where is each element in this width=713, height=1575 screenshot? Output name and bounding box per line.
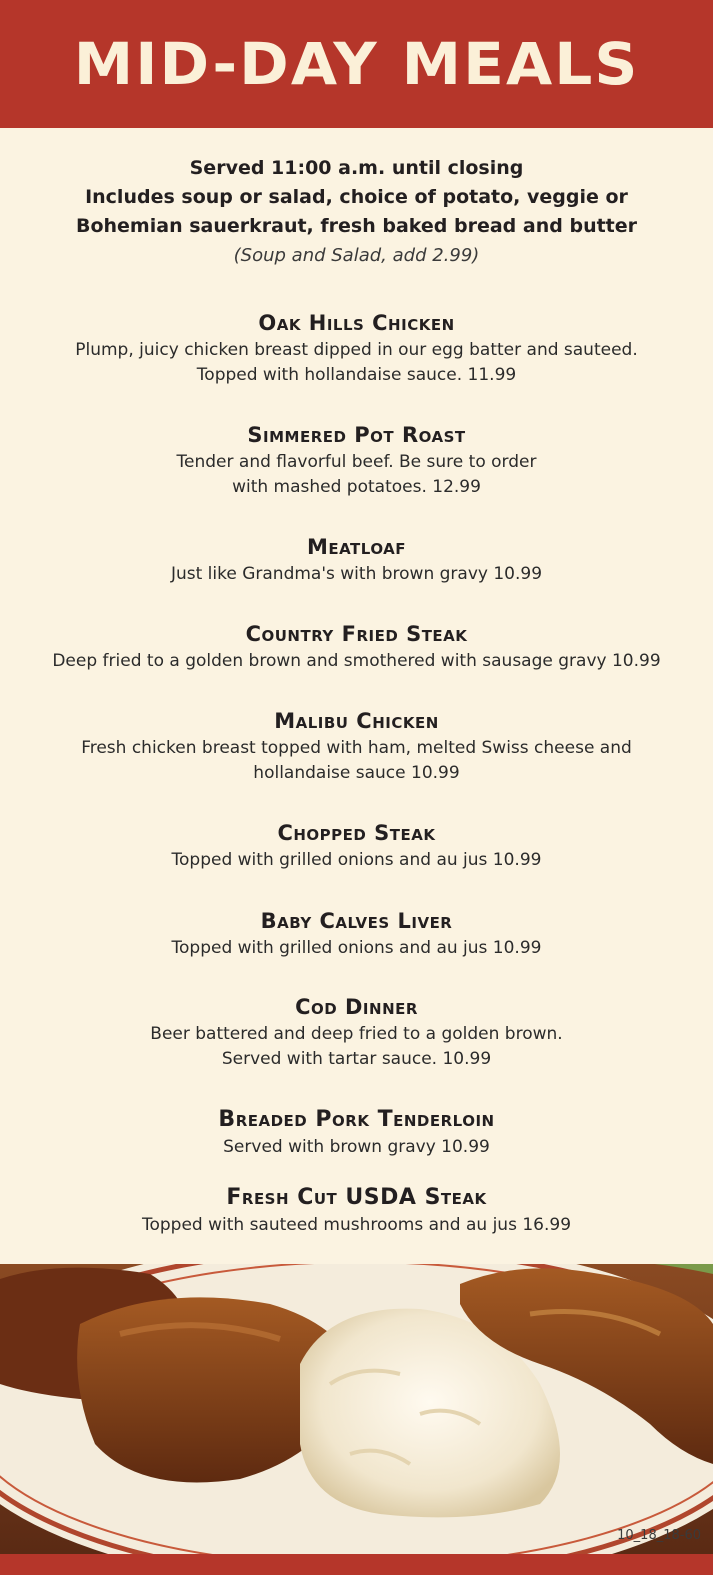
menu-item-name: Malibu Chicken	[274, 709, 439, 733]
menu-item	[0, 706, 713, 786]
menu-item	[0, 532, 713, 587]
menu-item-desc: Fresh chicken breast topped with ham, melted Swiss cheese and	[81, 738, 632, 758]
soup-salad-note: (Soup and Salad, add 2.99)	[233, 245, 480, 266]
menu-item-desc: Served with brown gravy 10.99	[223, 1137, 490, 1157]
menu-item-desc: Topped with grilled onions and au jus 10.99	[171, 850, 542, 870]
header-banner	[0, 0, 713, 128]
menu-item-desc: Plump, juicy chicken breast dipped in our egg batter and sauteed.	[75, 340, 638, 360]
menu-item-desc: with mashed potatoes. 12.99	[232, 477, 481, 497]
food-photo	[0, 1264, 713, 1554]
menu-item-name: Chopped Steak	[277, 821, 436, 845]
menu-item	[0, 818, 713, 873]
menu-item-desc: Topped with sauteed mushrooms and au jus 16.99	[141, 1215, 572, 1235]
menu-item-name: Oak Hills Chicken	[258, 311, 455, 335]
menu-item-desc: hollandaise sauce 10.99	[253, 763, 460, 783]
menu-item	[0, 619, 713, 674]
menu-item-name: Fresh Cut USDA Steak	[226, 1185, 487, 1210]
menu-item-name: Simmered Pot Roast	[247, 423, 466, 447]
menu-item-desc: Topped with hollandaise sauce. 11.99	[196, 365, 517, 385]
intro-block	[0, 154, 713, 271]
menu-item-desc: Served with tartar sauce. 10.99	[221, 1049, 492, 1069]
menu-item-name: Cod Dinner	[295, 995, 418, 1019]
menu-item-name: Baby Calves Liver	[260, 909, 453, 933]
menu-item-name: Breaded Pork Tenderloin	[218, 1107, 495, 1132]
menu-item-desc: Deep fried to a golden brown and smothered with sausage gravy 10.99	[52, 651, 661, 671]
menu-item-desc: Tender and flavorful beef. Be sure to order	[176, 452, 537, 472]
menu-item	[0, 906, 713, 961]
menu-item	[0, 1183, 713, 1238]
menu-item	[0, 420, 713, 500]
menu-item-name: Meatloaf	[306, 535, 407, 559]
menu-item-name: Country Fried Steak	[245, 622, 468, 646]
includes-line-2: Bohemian sauerkraut, fresh baked bread and butter	[75, 215, 638, 237]
menu-code: 10_18_18-60	[617, 1528, 701, 1543]
food-photo-illustration	[0, 1264, 713, 1554]
menu-item	[0, 308, 713, 388]
footer-bar	[0, 1554, 713, 1575]
menu-item-desc: Beer battered and deep fried to a golden brown.	[150, 1024, 563, 1044]
menu-item-desc: Just like Grandma's with brown gravy 10.99	[170, 564, 543, 584]
menu-item	[0, 1105, 713, 1160]
menu-item-desc: Topped with grilled onions and au jus 10.99	[171, 938, 542, 958]
menu-item	[0, 992, 713, 1072]
includes-line-1: Includes soup or salad, choice of potato, veggie or	[85, 186, 628, 208]
page-title: MID-DAY MEALS	[73, 30, 640, 98]
serving-hours: Served 11:00 a.m. until closing	[189, 157, 524, 179]
